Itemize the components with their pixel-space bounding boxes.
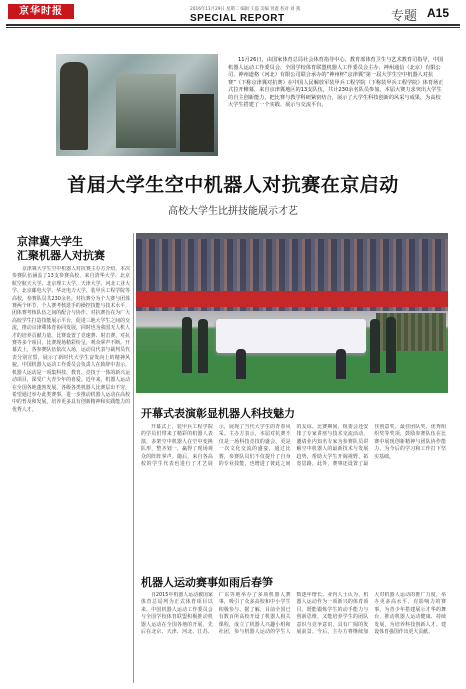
headline: 首届大学生空中机器人对抗赛在京启动 (67, 174, 399, 196)
intro-paragraph: 11月26日，由国家体育总局社会体育指导中心、教育部体育卫生与艺术教育司指导，中国机器人运动工作委员会、全国学校体育联盟机器人工作委员会主办，神州通信（北京）有限公司、神州道格（河北）有限公司联合承办的“神州杯”京津冀“第一届大学生空中机器人对抗赛”（下称京津冀对抗赛）在中国人民解放军装甲兵工程学院（下称装甲兵工程学院）体育场正式拉开帷幕，来自京津冀地区的13支队伍，共计230余名队员参加。本届大赛力求突出大学生的自主创新能力，把比赛与教学科研紧密结合，展示了大学生科技创新的风采与成果，为高校大学生搭建了一个实践、展示与交流平台。 (228, 57, 444, 108)
section1-body: 京津冀大学生空中机器人对抗赛主办方介绍，本次参赛队伍涵盖了13支参赛高校，来自清华大学、北京航空航天大学、北京理工大学、天津大学、河北工业大学、北京邮电大学、华北电力大学、装甲兵工程学院等高校，参赛队员共230余名。对抗赛分为个人赛与团体赛两个环节，个人赛考核选手的操控技能与技术水平，团体赛考核队伍之间的配合与协作。对抗赛旨在为广大高校学生打造技能展示平台，促进三地大学生之间的交流，推动京津冀体育协同发展，同时也为我国无人机人才的培养贡献力量。比赛设置了竞速赛、射击赛、对抗赛等多个项目，比赛现场精彩纷呈，观众掌声不断。开幕式上，各参赛队伍依次入场，运动员代表与裁判员代表分别宣誓，展示了新时代大学生奋发向上的精神风貌。中国机器人运动工作委员会负责人在致辞中表示，机器人运动是一项集科技、教育、竞技于一体的新兴运动项目，深受广大青少年的喜爱。近年来，机器人运动在全国各地蓬勃发展，各级各类机器人比赛层出不穷，希望通过举办此类赛事，进一步推动机器人运动在高校中的普及和发展，培养更多具有创新精神和实践能力的优秀人才。 (12, 266, 130, 413)
section2-heading: 开幕式表演彰显机器人科技魅力 (141, 407, 295, 420)
newspaper-logo: 京华时报 (8, 4, 74, 19)
page-header (0, 0, 466, 26)
issue-meta: 2016年11月29日 星期二 编辑 王磊 美编 曾鑫 校对 刘 燕 (190, 7, 301, 12)
header-rule (6, 24, 460, 26)
section3-body: 自2015年机器人运动被国家体育总局列为正式体育项目以来，中国机器人运动工作委员会与全国学校体育联盟积极推动机器人运动在全国各地的开展，先后在北京、天津、河北、江苏、广东等地举办了多项机器人赛事，吸引了众多高校和中小学生积极参与。据了解，目前全国已有数百所高校开设了机器人相关课程，成立了机器人兴趣小组和社团，参与机器人运动的学生人数逐年增长。业内人士认为，机器人运动作为一项新兴的体育项目，既能锻炼学生的动手能力与创新思维，又能培养学生的团队意识与竞争意识，具有广阔的发展前景。今后，主办方将继续加大对机器人运动的推广力度，举办更多高水平、有影响力的赛事，为青少年搭建展示才华的舞台，推动机器人运动健康、持续发展，为培养科技创新人才、建设体育强国作出更大贡献。 (141, 592, 446, 636)
section1-heading: 京津冀大学生 汇聚机器人对抗赛 (17, 235, 105, 262)
robot-soldier-photo (56, 54, 218, 156)
subheadline: 高校大学生比拼技能展示才艺 (168, 206, 298, 217)
opening-ceremony-photo (136, 233, 448, 393)
page-number: A15 (427, 6, 450, 20)
special-report-label: SPECIAL REPORT (190, 13, 285, 24)
section3-heading: 机器人运动赛事如雨后春笋 (141, 576, 273, 589)
column-divider (133, 233, 134, 683)
section2-body: 开幕式上，装甲兵工程学院的学员们带来了精彩的机器人表演，多架空中机器人在空中变换队形，整齐划一，赢得了现场观众的阵阵掌声。随后，来自各高校的学生代表也进行了才艺展示，展现了当代大学生的青春风采。主办方表示，本届对抗赛不仅是一场科技竞技的盛会，更是一次文化交流的盛宴，通过比赛，参赛队员们不仅提升了自身的专业技能，也增进了彼此之间的友谊。比赛期间，组委会还安排了专家讲座与技术交流活动，邀请业内知名专家为参赛队员讲解空中机器人的最新技术与发展趋势，帮助大学生开阔视野、拓宽思路。此外，赛事还设置了最佳创意奖、最佳团队奖、优秀组织奖等奖项，鼓励参赛队伍在比赛中展现创新精神与团队协作能力，为今后的学习和工作打下坚实基础。 (141, 424, 446, 468)
section-label: 专题 (391, 9, 418, 24)
header-rule-thin (6, 27, 460, 28)
